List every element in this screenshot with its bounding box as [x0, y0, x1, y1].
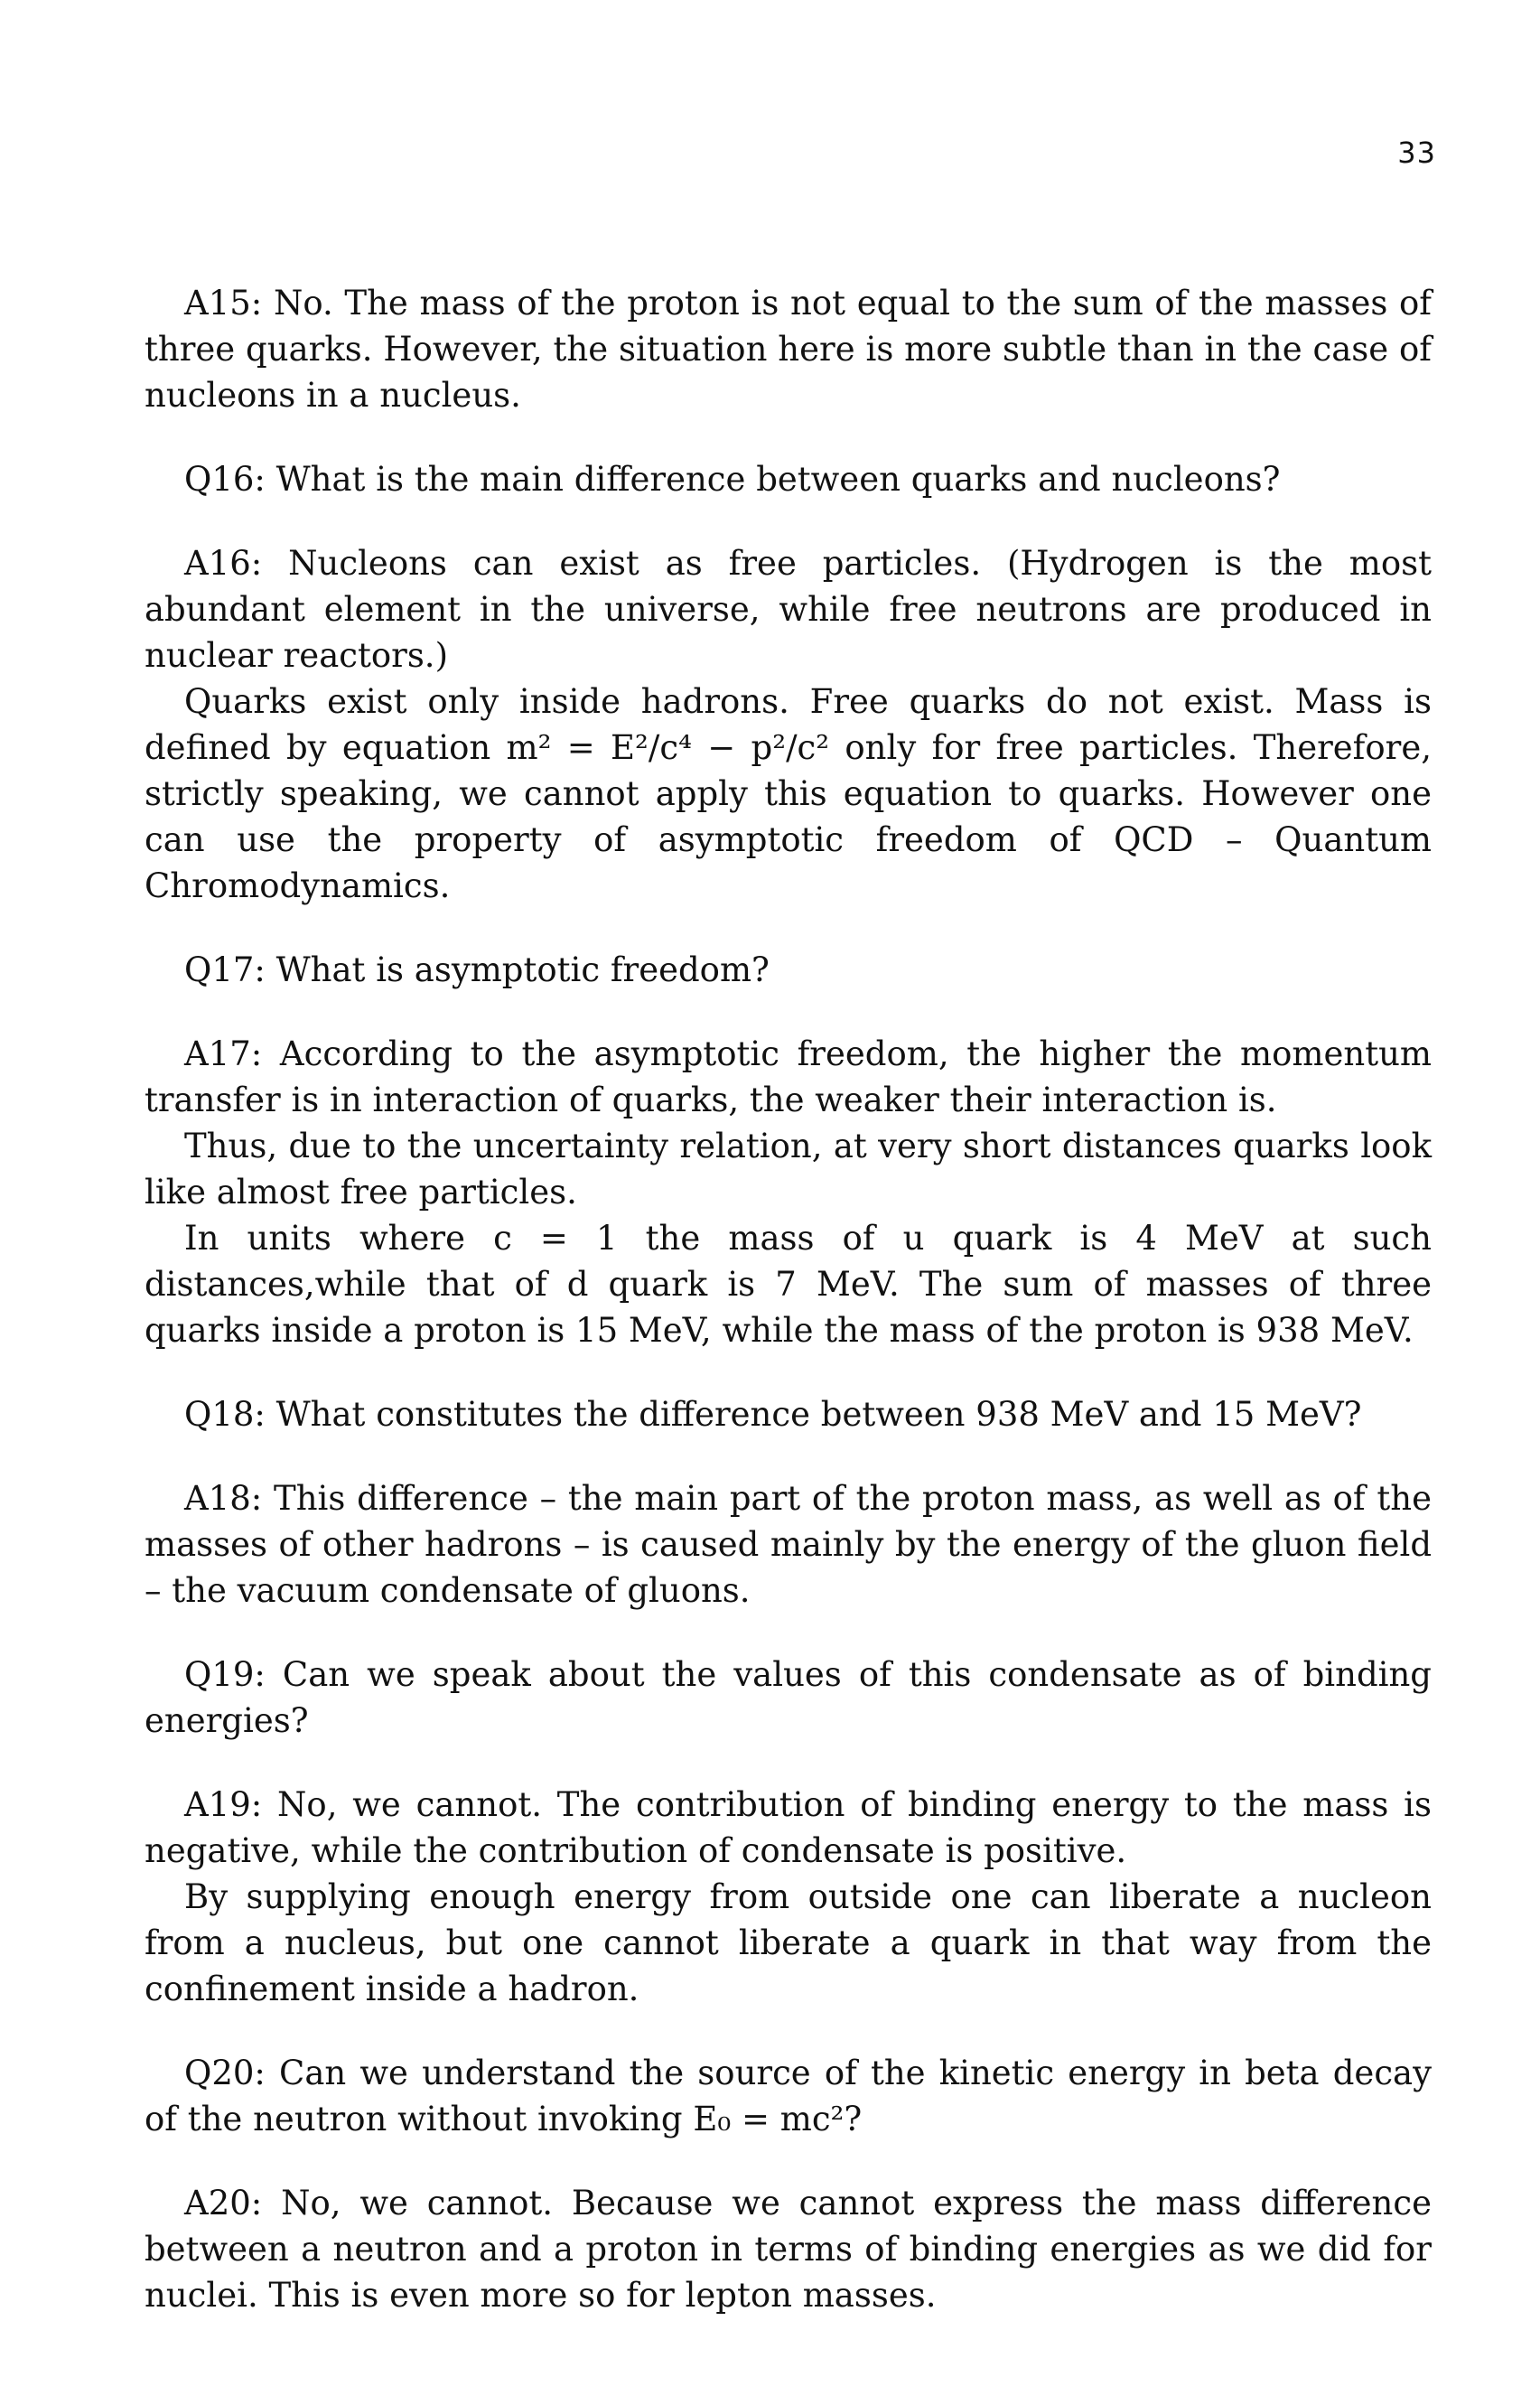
answer-a19	[145, 1782, 1432, 2012]
answer-a17	[145, 1031, 1432, 1353]
paragraph: A15: No. The mass of the proton is not equal to the sum of the masses of three quarks. However, the situation here is more subtle than in the case of nucleons in a nucleus.	[145, 284, 1432, 415]
paragraph: A18: This difference – the main part of the proton mass, as well as of the masses of other hadrons – is caused mainly by the energy of the gluon field – the vacuum condensate of gluons.	[145, 1479, 1432, 1610]
paragraph: A19: No, we cannot. The contribution of binding energy to the mass is negative, while the contribution of condensate is positive.	[145, 1785, 1432, 1870]
paragraph: Q18: What constitutes the difference between 938 MeV and 15 MeV?	[184, 1395, 1362, 1434]
answer-a18	[145, 1475, 1432, 1614]
answer-a20	[145, 2180, 1432, 2318]
question-q20	[145, 2050, 1432, 2142]
paragraph: Thus, due to the uncertainty relation, at very short distances quarks look like almost free particles.	[145, 1127, 1432, 1212]
page-number: 33	[1397, 136, 1436, 170]
paragraph: Q20: Can we understand the source of the kinetic energy in beta decay of the neutron without invoking E₀ = mc²?	[145, 2054, 1432, 2138]
paragraph: A20: No, we cannot. Because we cannot express the mass difference between a neutron and a proton in terms of binding energies as we did for nuclei. This is even more so for lepton masses.	[145, 2184, 1432, 2315]
paragraph: By supplying enough energy from outside one can liberate a nucleon from a nucleus, but one cannot liberate a quark in that way from the confinement inside a hadron.	[145, 1877, 1432, 2008]
answer-a15	[145, 280, 1432, 418]
paragraph: In units where c = 1 the mass of u quark is 4 MeV at such distances,while that of d quark is 7 MeV. The sum of masses of three quarks inside a proton is 15 MeV, while the mass of the proton is 938 MeV.	[145, 1219, 1432, 1350]
paragraph: Quarks exist only inside hadrons. Free quarks do not exist. Mass is defined by equation m² = E²/c⁴ − p²/c² only for free particles. Therefore, strictly speaking, we cannot apply this equation to quarks. However one can use the property of asymptotic freedom of QCD – Quantum Chromodynamics.	[145, 682, 1432, 905]
question-q19	[145, 1652, 1432, 1744]
question-q18	[145, 1391, 1432, 1437]
answer-a16	[145, 540, 1432, 909]
paragraph: Q17: What is asymptotic freedom?	[184, 950, 770, 989]
page-body	[145, 280, 1432, 2318]
paragraph: A17: According to the asymptotic freedom, the higher the momentum transfer is in interaction of quarks, the weaker their interaction is.	[145, 1034, 1432, 1119]
paragraph: Q16: What is the main difference between quarks and nucleons?	[184, 460, 1281, 499]
question-q17	[145, 947, 1432, 993]
paragraph: A16: Nucleons can exist as free particles. (Hydrogen is the most abundant element in the universe, while free neutrons are produced in nuclear reactors.)	[145, 544, 1432, 675]
question-q16	[145, 456, 1432, 502]
paragraph: Q19: Can we speak about the values of this condensate as of binding energies?	[145, 1655, 1432, 1740]
